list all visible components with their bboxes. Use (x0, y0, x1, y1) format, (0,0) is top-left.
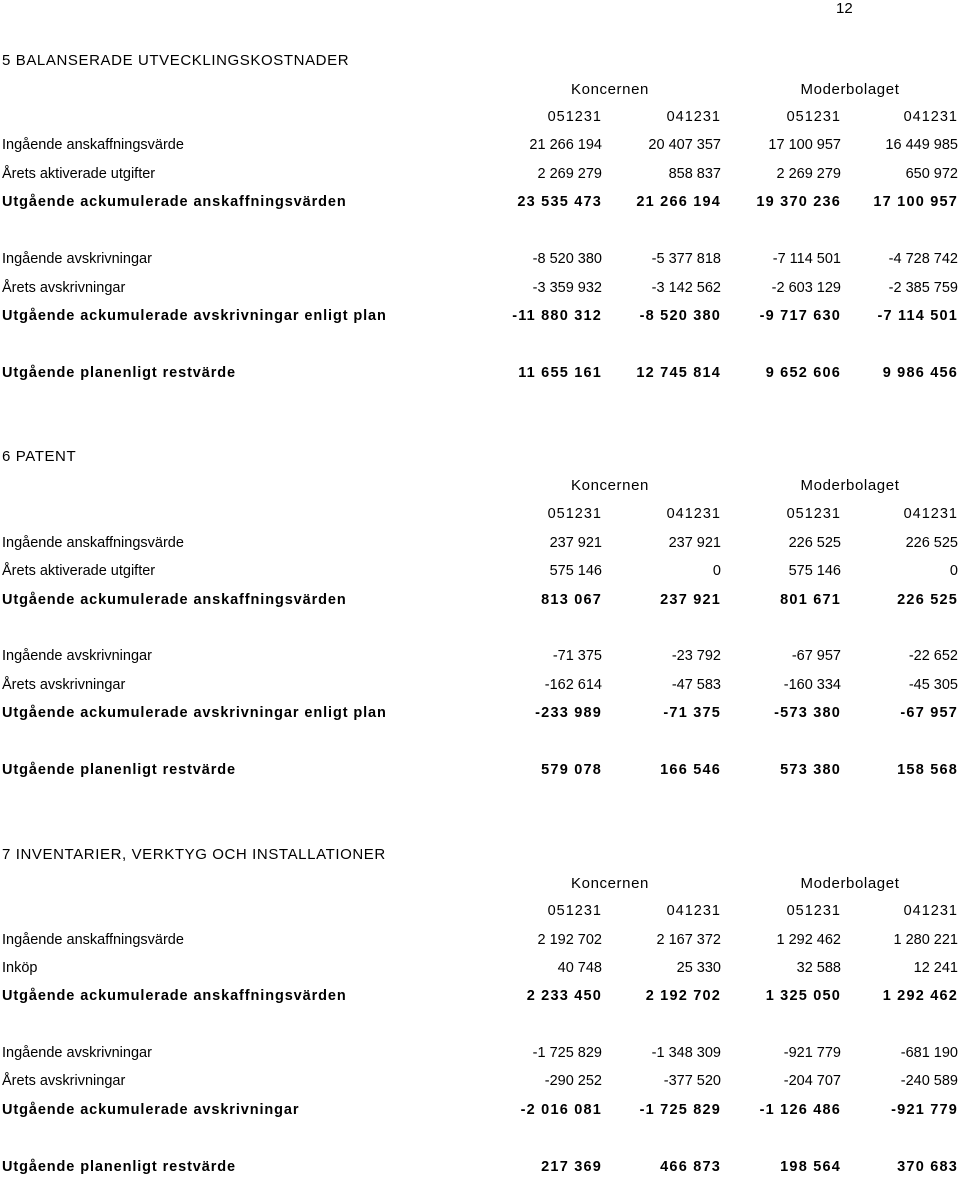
value-cell: 25 330 (676, 960, 721, 976)
value-cell: -921 779 (891, 1102, 958, 1118)
value-cell: 1 325 050 (765, 988, 841, 1004)
row-label: Årets aktiverade utgifter (2, 563, 156, 579)
date-header: 041231 (666, 109, 721, 125)
value-cell: -67 957 (900, 705, 958, 721)
value-cell: 226 525 (905, 535, 958, 551)
value-cell: 17 100 957 (768, 137, 841, 153)
value-cell: -1 348 309 (651, 1045, 721, 1061)
value-cell: -11 880 312 (512, 308, 602, 324)
table-row (0, 535, 960, 555)
value-cell: -1 725 829 (639, 1102, 721, 1118)
value-cell: -2 385 759 (888, 280, 958, 296)
value-cell: 226 525 (788, 535, 841, 551)
value-cell: 575 146 (549, 563, 602, 579)
value-cell: -8 520 380 (532, 251, 602, 267)
row-label: Utgående ackumulerade avskrivningar enligt plan (2, 705, 387, 721)
value-cell: -681 190 (900, 1045, 958, 1061)
value-cell: 813 067 (541, 592, 602, 608)
value-cell: -7 114 501 (772, 251, 841, 267)
row-label: Ingående anskaffningsvärde (2, 932, 184, 948)
value-cell: 23 535 473 (517, 194, 602, 210)
value-cell: 21 266 194 (636, 194, 721, 210)
value-cell: 198 564 (780, 1159, 841, 1175)
date-header: 041231 (903, 109, 958, 125)
value-cell: 370 683 (897, 1159, 958, 1175)
row-label: Utgående ackumulerade anskaffningsvärden (2, 592, 347, 608)
date-header: 041231 (903, 506, 958, 522)
value-cell: 2 269 279 (537, 166, 602, 182)
row-label: Utgående ackumulerade anskaffningsvärden (2, 988, 347, 1004)
row-label: Utgående ackumulerade anskaffningsvärden (2, 194, 347, 210)
value-cell: 11 655 161 (518, 365, 602, 381)
group-label-koncernen: Koncernen (571, 81, 649, 98)
value-cell: -67 957 (791, 648, 841, 664)
total-row (0, 762, 960, 782)
row-label: Ingående avskrivningar (2, 251, 152, 267)
value-cell: 1 280 221 (893, 932, 958, 948)
date-header: 041231 (666, 506, 721, 522)
value-cell: -240 589 (900, 1073, 958, 1089)
table-row (0, 960, 960, 980)
column-group-header (500, 477, 960, 497)
column-group-header (500, 875, 960, 895)
value-cell: -71 375 (552, 648, 602, 664)
value-cell: 2 167 372 (656, 932, 721, 948)
row-label: Ingående anskaffningsvärde (2, 535, 184, 551)
table-row (0, 166, 960, 186)
value-cell: 158 568 (897, 762, 958, 778)
row-label: Ingående avskrivningar (2, 1045, 152, 1061)
group-label-moderbolaget: Moderbolaget (800, 81, 900, 98)
value-cell: -45 305 (908, 677, 958, 693)
value-cell: 21 266 194 (529, 137, 602, 153)
value-cell: -233 989 (535, 705, 602, 721)
value-cell: -1 126 486 (759, 1102, 841, 1118)
value-cell: 237 921 (660, 592, 721, 608)
value-cell: -71 375 (663, 705, 721, 721)
table-row (0, 280, 960, 300)
row-label: Årets aktiverade utgifter (2, 166, 156, 182)
table-row (0, 251, 960, 271)
group-label-koncernen: Koncernen (571, 875, 649, 892)
value-cell: -2 016 081 (520, 1102, 602, 1118)
value-cell: 12 745 814 (636, 365, 721, 381)
row-label: Årets avskrivningar (2, 677, 126, 693)
table-row (0, 677, 960, 697)
table-row (0, 648, 960, 668)
value-cell: -162 614 (544, 677, 602, 693)
value-cell: 9 986 456 (882, 365, 958, 381)
row-label: Ingående anskaffningsvärde (2, 137, 184, 153)
value-cell: 858 837 (668, 166, 721, 182)
table-row (0, 137, 960, 157)
table-row (0, 563, 960, 583)
page-number: 12 (836, 0, 853, 17)
value-cell: -2 603 129 (771, 280, 841, 296)
value-cell: 1 292 462 (776, 932, 841, 948)
value-cell: 20 407 357 (648, 137, 721, 153)
section-title: 6 PATENT (2, 448, 77, 465)
value-cell: 17 100 957 (873, 194, 958, 210)
section-title: 7 INVENTARIER, VERKTYG OCH INSTALLATIONER (2, 846, 386, 863)
row-label: Utgående ackumulerade avskrivningar enligt plan (2, 308, 387, 324)
value-cell: 217 369 (541, 1159, 602, 1175)
table-row (0, 1073, 960, 1093)
row-label: Årets avskrivningar (2, 1073, 126, 1089)
value-cell: 19 370 236 (756, 194, 841, 210)
value-cell: 32 588 (796, 960, 841, 976)
row-label: Inköp (2, 960, 38, 976)
value-cell: 2 192 702 (645, 988, 721, 1004)
row-label: Utgående ackumulerade avskrivningar (2, 1102, 300, 1118)
value-cell: -22 652 (908, 648, 958, 664)
date-header: 051231 (786, 506, 841, 522)
value-cell: 9 652 606 (765, 365, 841, 381)
value-cell: 801 671 (780, 592, 841, 608)
value-cell: 573 380 (780, 762, 841, 778)
row-label: Utgående planenligt restvärde (2, 365, 236, 381)
value-cell: -3 359 932 (532, 280, 602, 296)
date-header: 051231 (547, 903, 602, 919)
value-cell: -204 707 (783, 1073, 841, 1089)
date-header: 051231 (786, 903, 841, 919)
date-header: 051231 (547, 506, 602, 522)
table-row (0, 1045, 960, 1065)
value-cell: -1 725 829 (532, 1045, 602, 1061)
value-cell: -8 520 380 (639, 308, 721, 324)
value-cell: 2 269 279 (776, 166, 841, 182)
row-label: Ingående avskrivningar (2, 648, 152, 664)
value-cell: 0 (712, 563, 721, 579)
row-label: Utgående planenligt restvärde (2, 762, 236, 778)
total-row (0, 1102, 960, 1122)
table-row (0, 932, 960, 952)
value-cell: 16 449 985 (885, 137, 958, 153)
value-cell: 466 873 (660, 1159, 721, 1175)
value-cell: 237 921 (549, 535, 602, 551)
value-cell: -160 334 (783, 677, 841, 693)
value-cell: -3 142 562 (651, 280, 721, 296)
column-group-header (500, 81, 960, 101)
value-cell: -573 380 (774, 705, 841, 721)
total-row (0, 988, 960, 1008)
value-cell: -47 583 (671, 677, 721, 693)
value-cell: 650 972 (905, 166, 958, 182)
value-cell: -290 252 (544, 1073, 602, 1089)
value-cell: 166 546 (660, 762, 721, 778)
value-cell: -5 377 818 (651, 251, 721, 267)
section-title: 5 BALANSERADE UTVECKLINGSKOSTNADER (2, 52, 350, 69)
value-cell: -7 114 501 (877, 308, 958, 324)
value-cell: 575 146 (788, 563, 841, 579)
date-header-row (0, 903, 960, 923)
value-cell: -4 728 742 (888, 251, 958, 267)
value-cell: -9 717 630 (759, 308, 841, 324)
value-cell: -377 520 (663, 1073, 721, 1089)
total-row (0, 365, 960, 385)
group-label-moderbolaget: Moderbolaget (800, 477, 900, 494)
date-header: 051231 (786, 109, 841, 125)
value-cell: 2 192 702 (537, 932, 602, 948)
value-cell: -23 792 (671, 648, 721, 664)
value-cell: 226 525 (897, 592, 958, 608)
total-row (0, 194, 960, 214)
value-cell: 2 233 450 (526, 988, 602, 1004)
row-label: Utgående planenligt restvärde (2, 1159, 236, 1175)
total-row (0, 592, 960, 612)
date-header-row (0, 109, 960, 129)
date-header-row (0, 506, 960, 526)
row-label: Årets avskrivningar (2, 280, 126, 296)
total-row (0, 705, 960, 725)
date-header: 051231 (547, 109, 602, 125)
total-row (0, 1159, 960, 1179)
date-header: 041231 (903, 903, 958, 919)
value-cell: 237 921 (668, 535, 721, 551)
value-cell: 579 078 (541, 762, 602, 778)
total-row (0, 308, 960, 328)
value-cell: 40 748 (557, 960, 602, 976)
value-cell: 12 241 (913, 960, 958, 976)
group-label-moderbolaget: Moderbolaget (800, 875, 900, 892)
value-cell: 0 (949, 563, 958, 579)
date-header: 041231 (666, 903, 721, 919)
value-cell: -921 779 (783, 1045, 841, 1061)
group-label-koncernen: Koncernen (571, 477, 649, 494)
value-cell: 1 292 462 (882, 988, 958, 1004)
